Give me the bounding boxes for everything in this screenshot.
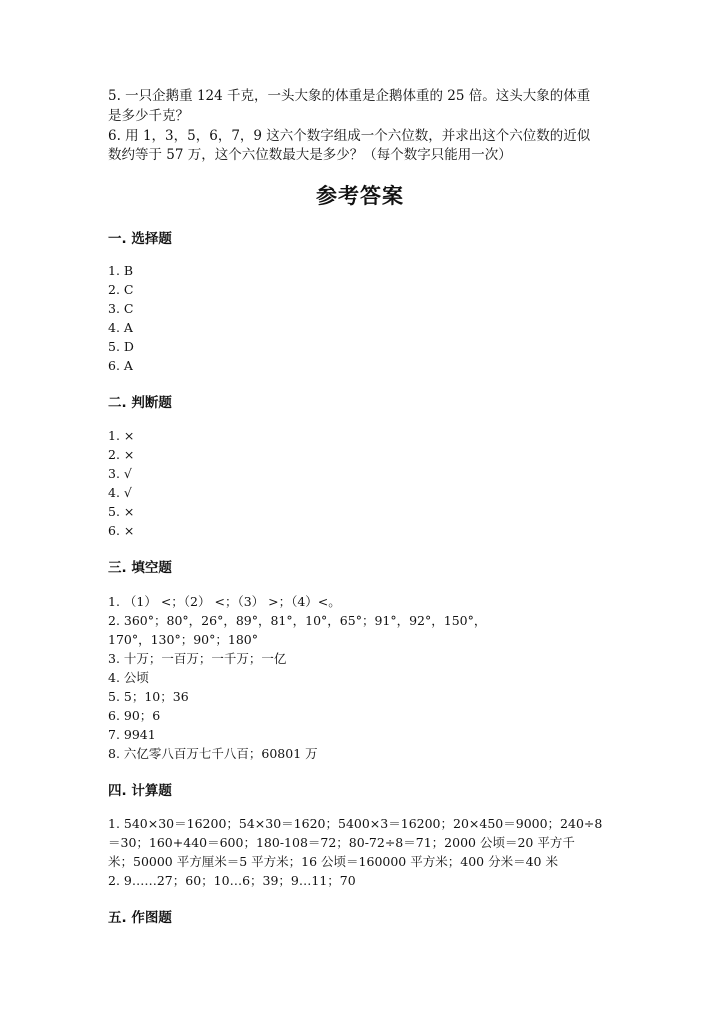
answer-key-title: 参考答案 — [316, 184, 404, 208]
s1-item-6: 6. A — [108, 358, 133, 373]
s3-item-3: 3. 十万；一百万；一千万；一亿 — [108, 651, 287, 666]
s4-item-1-line-2: ＝30；160+440＝600；180-108＝72；80-72÷8＝71；2000 公顷＝20 平方千 — [108, 835, 575, 850]
s4-item-1-line-1: 1. 540×30＝16200；54×30＝1620；5400×3＝16200；20×450＝9000；240÷8 — [108, 816, 603, 831]
section-4-heading: 四. 计算题 — [108, 783, 172, 799]
s2-item-1: 1. × — [108, 428, 135, 443]
problem-6-line-2: 数约等于 57 万，这个六位数最大是多少？（每个数字只能用一次） — [108, 147, 512, 163]
s2-item-3: 3. √ — [108, 466, 132, 481]
s3-item-6: 6. 90；6 — [108, 708, 161, 723]
s4-item-1-line-3: 米；50000 平方厘米＝5 平方米；16 公顷＝160000 平方米；400 分米＝40 米 — [108, 854, 558, 869]
s3-item-7: 7. 9941 — [108, 727, 156, 742]
s2-item-4: 4. √ — [108, 485, 132, 500]
s1-item-4: 4. A — [108, 320, 133, 335]
s3-item-2: 2. 360°；80°，26°，89°，81°，10°，65°；91°，92°，150°， — [108, 613, 487, 628]
problem-5-line-2: 是多少千克？ — [108, 108, 189, 124]
s1-item-1: 1. B — [108, 263, 134, 278]
problem-5-line-1: 5. 一只企鹅重 124 千克，一头大象的体重是企鹅体重的 25 倍。这头大象的体重 — [108, 88, 591, 104]
s3-item-4: 4. 公顷 — [108, 670, 149, 685]
s2-item-5: 5. × — [108, 504, 135, 519]
s2-item-6: 6. × — [108, 523, 135, 538]
section-5-heading: 五. 作图题 — [108, 910, 172, 926]
section-1-heading: 一. 选择题 — [108, 231, 172, 247]
section-3-heading: 三. 填空题 — [108, 560, 172, 576]
s3-item-2-cont: 170°，130°；90°；180° — [108, 632, 258, 647]
s1-item-5: 5. D — [108, 339, 134, 354]
s2-item-2: 2. × — [108, 447, 135, 462]
s3-item-5: 5. 5；10；36 — [108, 689, 189, 704]
s3-item-8: 8. 六亿零八百万七千八百；60801 万 — [108, 746, 318, 761]
s1-item-2: 2. C — [108, 282, 134, 297]
section-2-heading: 二. 判断题 — [108, 395, 172, 411]
s1-item-3: 3. C — [108, 301, 134, 316]
s3-item-1: 1. （1） <；（2） <；（3） >；（4）<。 — [108, 594, 341, 609]
problem-6-line-1: 6. 用 1，3，5，6，7，9 这六个数字组成一个六位数，并求出这个六位数的近似 — [108, 128, 591, 144]
s4-item-2: 2. 9……27；60；10…6；39；9…11；70 — [108, 873, 356, 888]
